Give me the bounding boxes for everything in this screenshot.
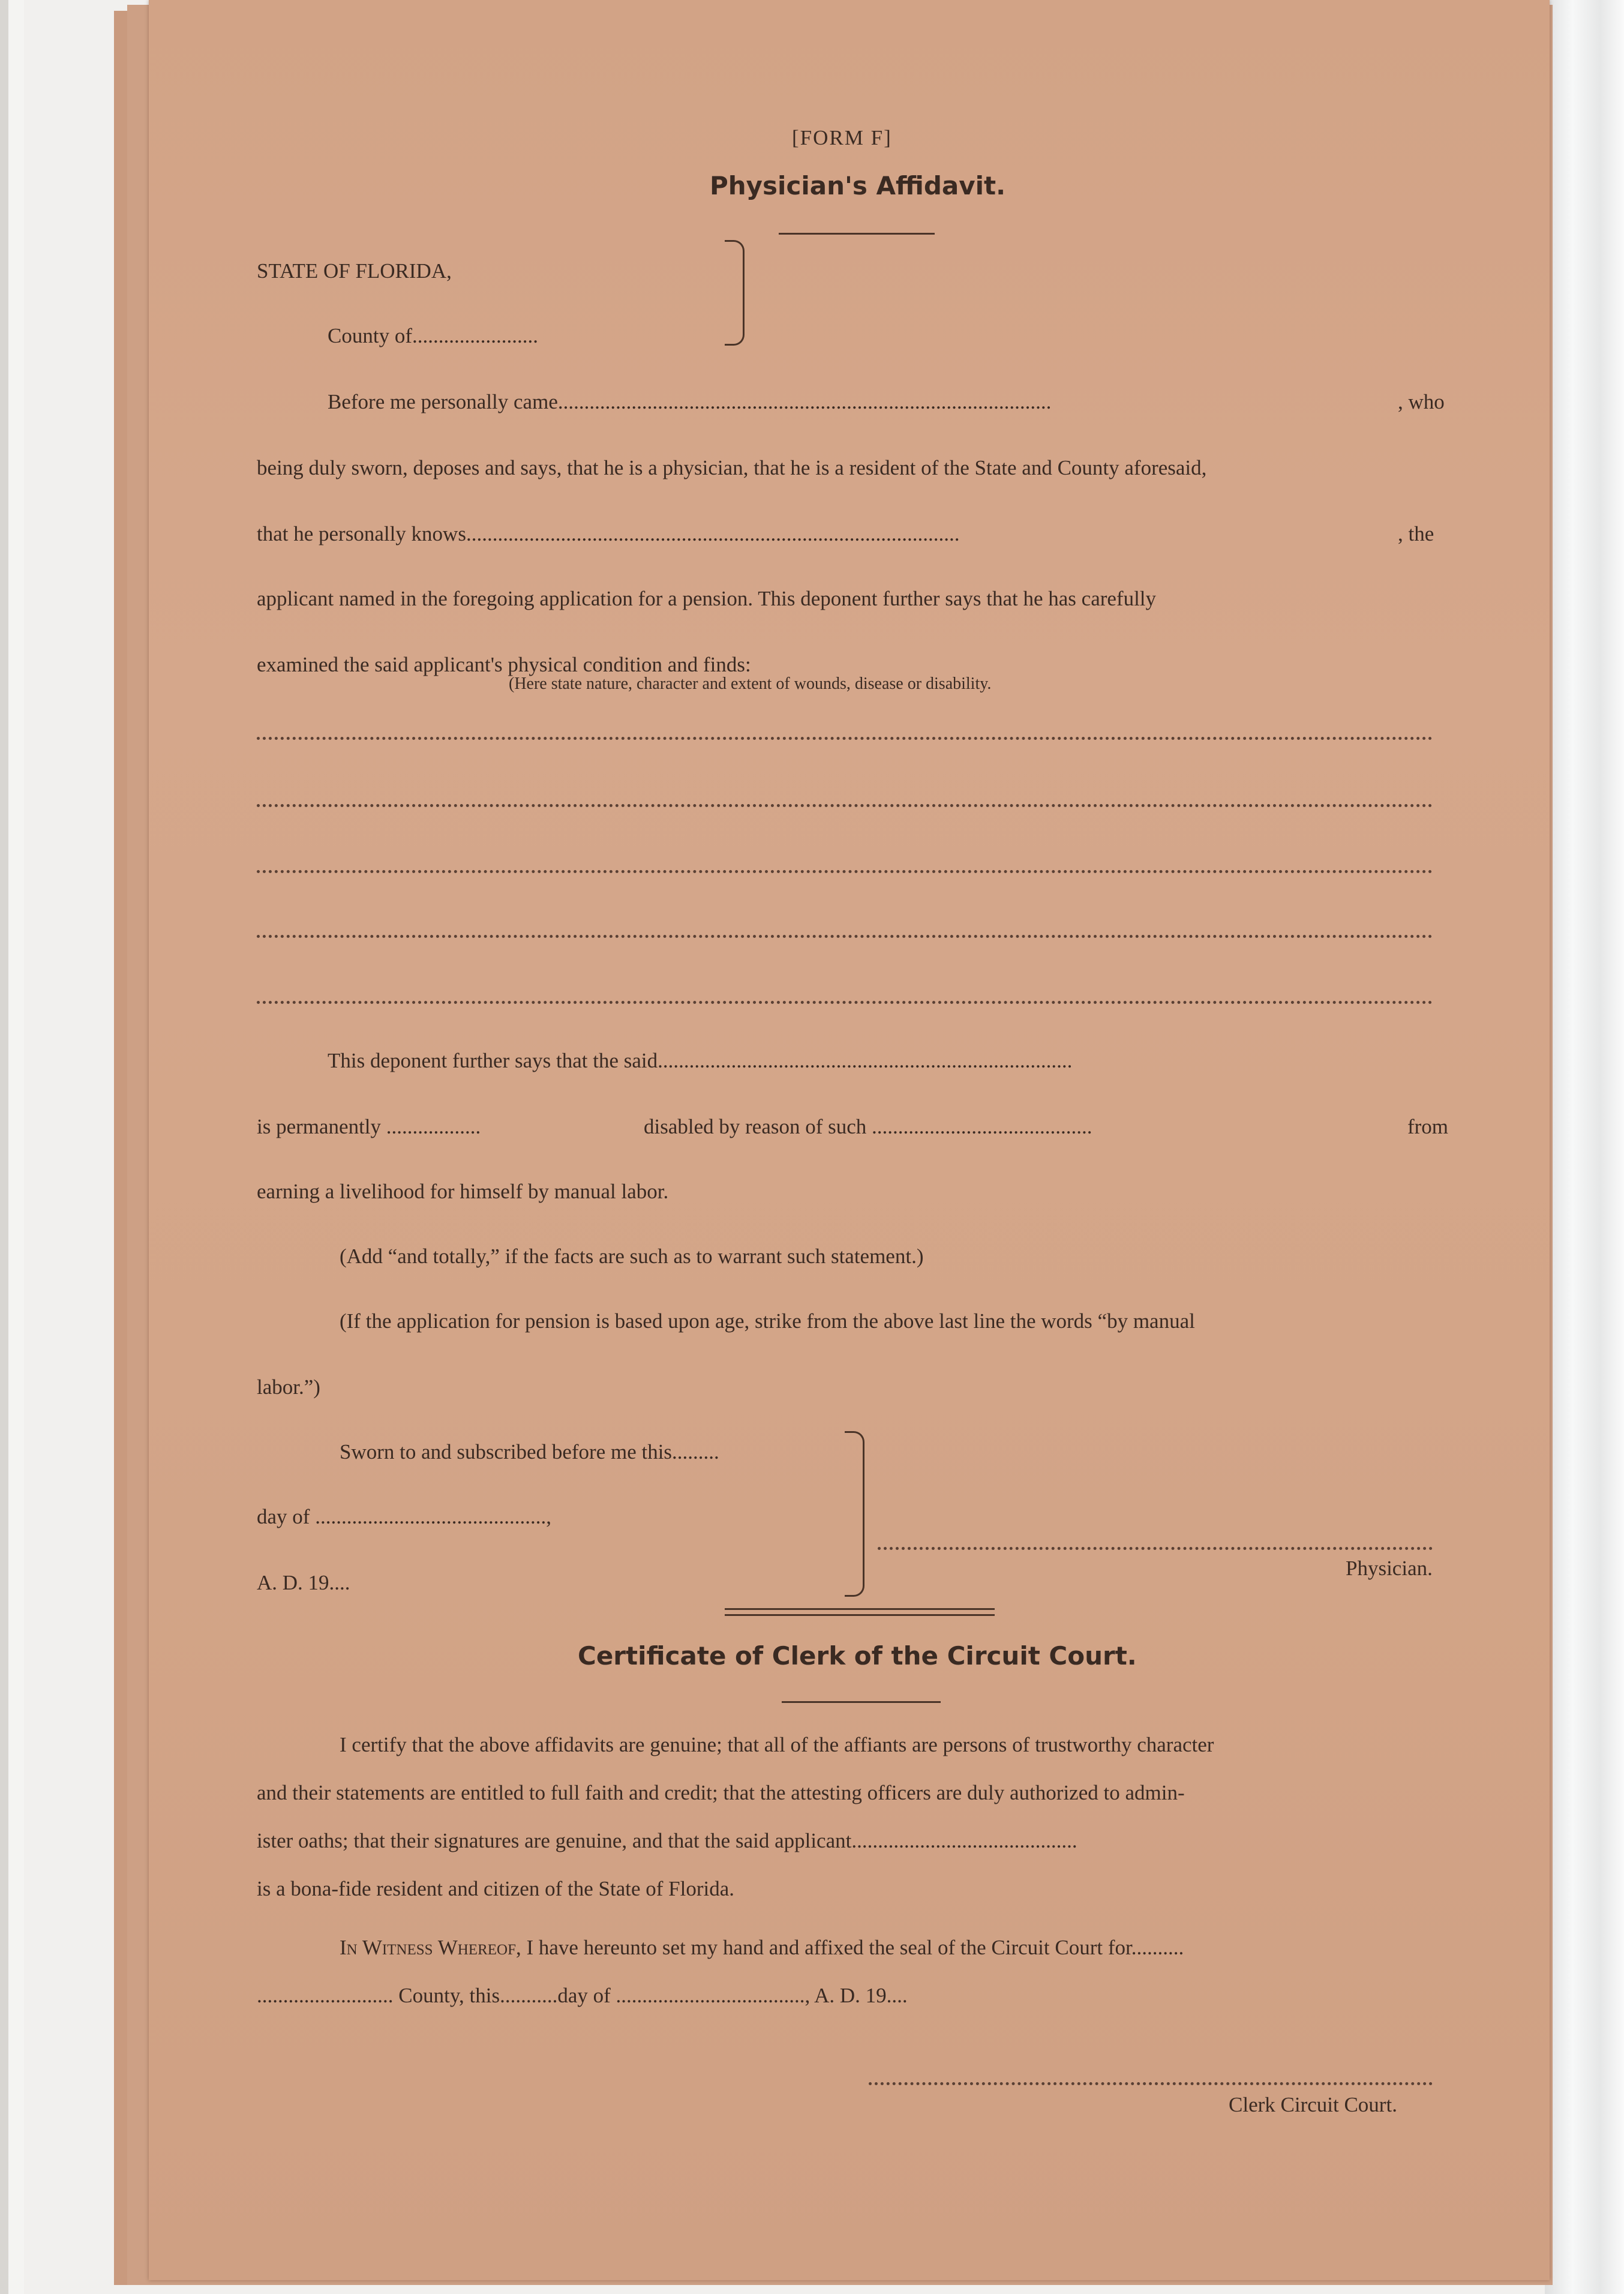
plastic-sleeve [1545,0,1624,2294]
livelihood-line: earning a livelihood for himself by manual labor. [257,1180,669,1203]
age-note: (If the application for pension is based upon age, strike from the above last line the words “by manual [340,1309,1195,1333]
certify-line-3: ister oaths; that their signatures are genuine, and that the said applicant........................................... [257,1829,1077,1852]
further-says-line: This deponent further says that the said............................................................................... [328,1049,1073,1072]
clerk-signature-label: Clerk Circuit Court. [1229,2093,1397,2116]
disabled-reason-text: disabled by reason of such .......................................... [644,1115,1092,1138]
sworn-subscribed-line: Sworn to and subscribed before me this......... [340,1440,719,1464]
examined-line: examined the said applicant's physical condition and finds: [257,653,751,676]
certify-line-1: I certify that the above affidavits are genuine; that all of the affiants are persons of trustworthy character [340,1733,1214,1756]
clerk-signature-line [869,2082,1433,2085]
personally-came-line: Before me personally came.............................................................................................. [328,390,1052,413]
certify-line-2: and their statements are entitled to full faith and credit; that the attesting officers are duly authorized to admin- [257,1781,1185,1804]
section-divider-bottom [725,1614,995,1616]
state-label: STATE OF FLORIDA, [257,259,452,283]
certificate-title-rule [782,1701,941,1703]
witness-county-line: .......................... County, this...........day of ...................................., A. D. 19.... [257,1984,908,2007]
jurat-day-line: day of ............................................, [257,1505,551,1528]
findings-line-5 [257,1001,1433,1004]
applicant-named-line: applicant named in the foregoing application for a pension. This deponent further says that he has carefully [257,587,1157,610]
page-title: Physician's Affidavit. [710,171,1006,200]
physician-signature-line [878,1547,1433,1550]
scan-edge [0,0,8,2294]
certificate-title: Certificate of Clerk of the Circuit Court. [578,1641,1137,1671]
section-divider-top [725,1608,995,1610]
jurat-year-line: A. D. 19.... [257,1571,350,1594]
from-text: from [1407,1115,1449,1138]
sworn-physician-line: being duly sworn, deposes and says, that he is a physician, that he is a resident of the State and County aforesaid, [257,456,1207,479]
witness-whereof-caps: In Witness Whereof, [340,1936,521,1959]
permanently-text: is permanently .................. [257,1115,481,1138]
personally-knows-end: , the [1398,522,1434,545]
form-label: [FORM F] [792,126,892,149]
age-note-end: labor.”) [257,1375,320,1399]
findings-line-2 [257,804,1433,807]
title-rule [779,233,935,235]
personally-knows-line: that he personally knows.............................................................................................. [257,522,960,545]
personally-came-end: , who [1398,390,1445,413]
findings-line-3 [257,870,1433,873]
witness-line [340,1936,1184,1960]
certify-line-4: is a bona-fide resident and citizen of the State of Florida. [257,1877,734,1900]
findings-line-4 [257,935,1433,938]
findings-line-1 [257,737,1433,740]
findings-instruction: (Here state nature, character and extent of wounds, disease or disability. [509,674,992,693]
witness-whereof-rest: I have hereunto set my hand and affixed the seal of the Circuit Court for.......... [526,1936,1184,1959]
physician-signature-label: Physician. [1346,1557,1433,1580]
county-field: County of........................ [328,324,538,347]
venue-brace [725,240,745,346]
jurat-brace [845,1431,864,1597]
affidavit-form-page [149,0,1550,2280]
totally-note: (Add “and totally,” if the facts are such as to warrant such statement.) [340,1245,924,1268]
